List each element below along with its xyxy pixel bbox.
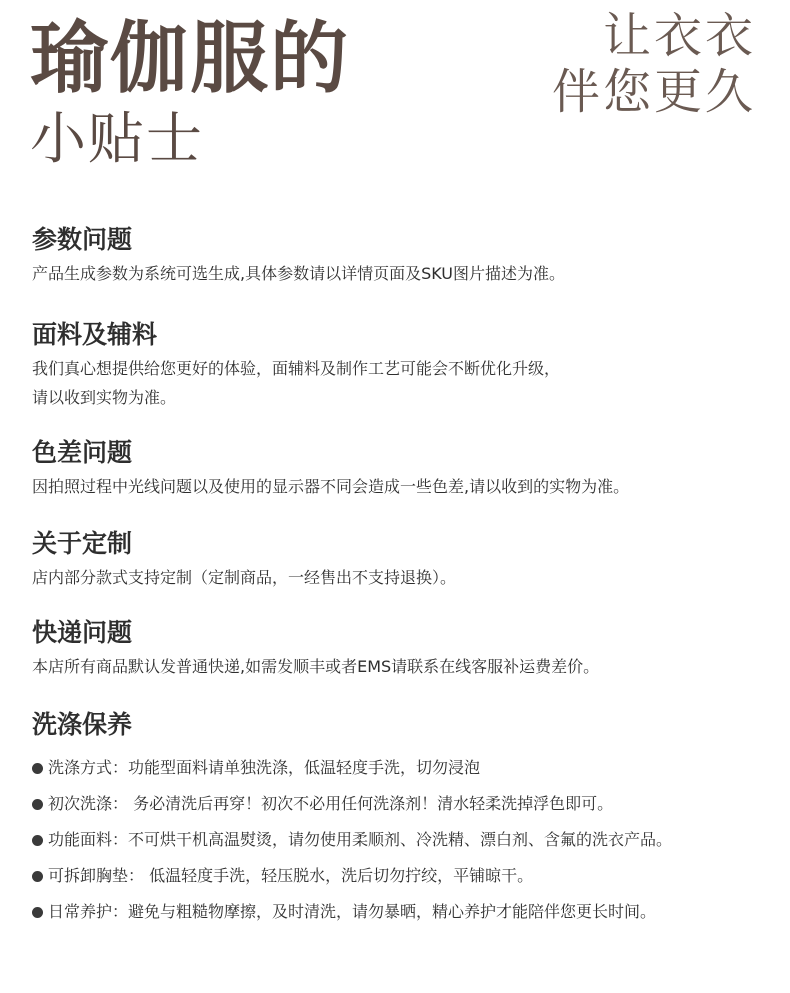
list-item bbox=[32, 894, 758, 930]
page-title: 瑜伽服的 bbox=[30, 14, 351, 104]
bullet-icon bbox=[32, 799, 43, 810]
list-item bbox=[32, 858, 758, 894]
section-line: 产品生成参数为系统可选生成,具体参数请以详情页面及SKU图片描述为准。 bbox=[32, 264, 566, 283]
care-item-text: 功能面料：不可烘干机高温熨烫，请勿使用柔顺剂、冷洗精、漂白剂、含氟的洗衣产品。 bbox=[48, 830, 673, 849]
section-color-diff bbox=[32, 438, 758, 501]
care-item-text: 可拆卸胸垫： 低温轻度手洗，轻压脱水，洗后切勿拧绞，平铺晾干。 bbox=[48, 866, 534, 885]
section-body bbox=[32, 472, 758, 501]
section-fabric bbox=[32, 320, 758, 412]
section-body bbox=[32, 354, 758, 412]
list-item bbox=[32, 786, 758, 822]
care-item-text: 洗涤方式：功能型面料请单独洗涤，低温轻度手洗，切勿浸泡 bbox=[48, 758, 481, 777]
section-title: 快递问题 bbox=[32, 618, 133, 647]
section-care bbox=[32, 710, 758, 930]
slogan bbox=[552, 8, 756, 120]
section-body bbox=[32, 563, 758, 592]
section-title: 洗涤保养 bbox=[32, 710, 133, 739]
section-title: 面料及辅料 bbox=[32, 320, 158, 349]
care-item-text: 日常养护：避免与粗糙物摩擦，及时清洗，请勿暴晒，精心养护才能陪伴您更长时间。 bbox=[48, 902, 657, 921]
care-item-text: 初次洗涤： 务必清洗后再穿！初次不必用任何洗涤剂！清水轻柔洗掉浮色即可。 bbox=[48, 794, 614, 813]
list-item bbox=[32, 750, 758, 786]
bullet-icon bbox=[32, 871, 43, 882]
care-list bbox=[32, 750, 758, 930]
section-line: 请以收到实物为准。 bbox=[32, 388, 177, 407]
section-line: 本店所有商品默认发普通快递,如需发顺丰或者EMS请联系在线客服补运费差价。 bbox=[32, 657, 600, 676]
list-item bbox=[32, 822, 758, 858]
section-line: 因拍照过程中光线问题以及使用的显示器不同会造成一些色差,请以收到的实物为准。 bbox=[32, 477, 630, 496]
section-shipping bbox=[32, 618, 758, 681]
section-line: 我们真心想提供给您更好的体验，面辅料及制作工艺可能会不断优化升级， bbox=[32, 359, 561, 378]
section-custom bbox=[32, 529, 758, 592]
section-title: 色差问题 bbox=[32, 438, 133, 467]
slogan-line-1: 让衣衣 bbox=[602, 8, 756, 64]
section-body bbox=[32, 652, 758, 681]
section-title: 参数问题 bbox=[32, 225, 133, 254]
bullet-icon bbox=[32, 835, 43, 846]
bullet-icon bbox=[32, 763, 43, 774]
bullet-icon bbox=[32, 907, 43, 918]
section-body bbox=[32, 259, 758, 288]
section-line: 店内部分款式支持定制（定制商品，一经售出不支持退换）。 bbox=[32, 568, 457, 587]
page-subtitle: 小贴士 bbox=[30, 107, 204, 172]
section-title: 关于定制 bbox=[32, 529, 133, 558]
slogan-line-2: 伴您更久 bbox=[551, 64, 756, 120]
section-params bbox=[32, 225, 758, 288]
